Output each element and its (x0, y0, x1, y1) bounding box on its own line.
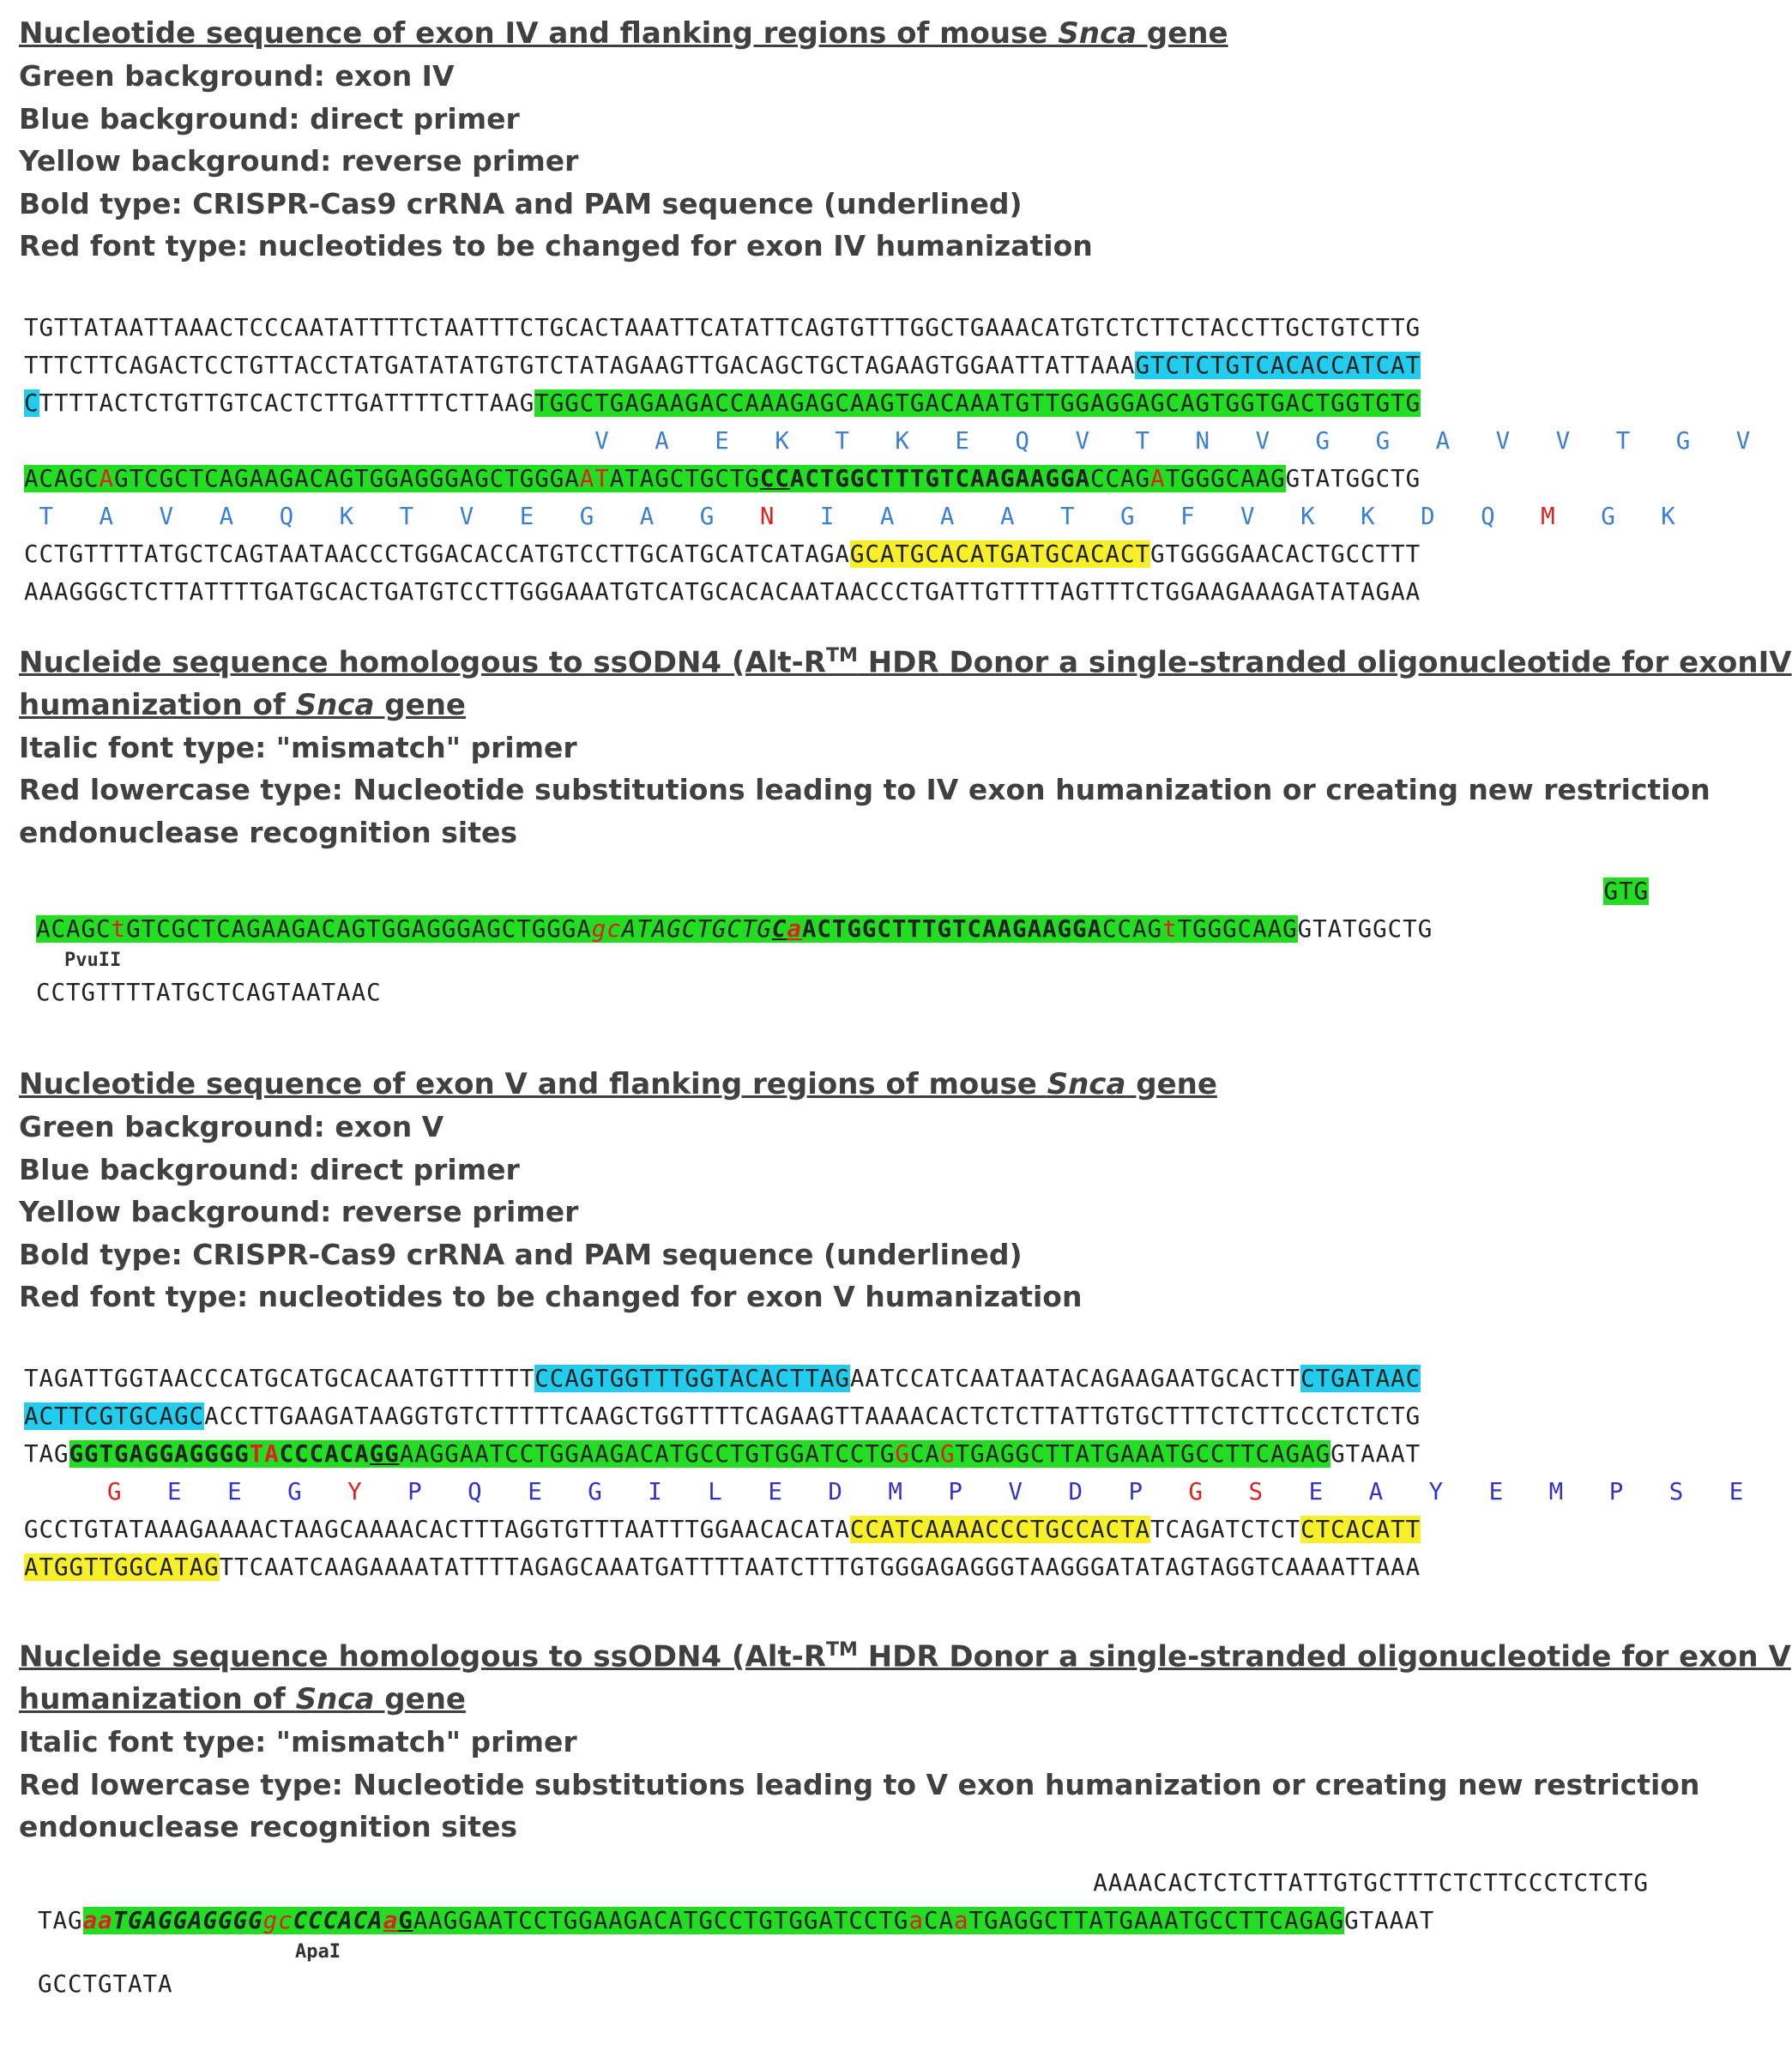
exon5-reverse-primer-2a: CTCACATT (1300, 1515, 1421, 1543)
odn5-legend-1: Red lowercase type: Nucleotide substitutions leading to V exon humanization or creating new restriction (19, 1767, 1700, 1801)
exon5-legend-4: Red font type: nucleotides to be changed for exon V humanization (19, 1280, 1083, 1314)
odn4-pam-c: C (771, 915, 787, 944)
seg: AAGGAATCCTGGAAGACATGCCTGTGGATCCTG (399, 1439, 896, 1468)
seg: AAGGAATCCTGGAAGACATGCCTGTGGATCCTG (413, 1906, 909, 1934)
exon4-exon-body (24, 465, 1286, 492)
aa-seg: I A A A T G F V K K D Q (775, 502, 1542, 530)
aa-seg: T A V A Q K T V E G A G (24, 502, 760, 530)
exon5-exon (69, 1440, 1331, 1468)
red-nt: a (908, 1906, 924, 1934)
exon4-legend-0: Green background: exon IV (19, 59, 455, 93)
title-seg: gene (374, 1682, 466, 1717)
seg: TTCAATCAAGAAAATATTTTAGAGCAAATGATTTTAATCTTTGTGGGAGAGGGTAAGGGATATAGTAGGTCAAAATTAAA (219, 1553, 1421, 1581)
odn5-section (19, 1629, 1791, 2003)
red-nt: A (99, 464, 115, 492)
odn5-legend-2: endonuclease recognition sites (19, 1810, 517, 1844)
title-gene: Snca (1047, 1067, 1126, 1102)
exon4-direct-primer-a: GTCTCTGTCACACCATCAT (1135, 351, 1421, 379)
seg: TGGGCAAG (1165, 464, 1286, 492)
title-gene: Snca (295, 687, 375, 722)
aa-red: M (1541, 502, 1556, 530)
seg: CCAG (1102, 915, 1163, 944)
title-seg: Nucleide sequence homologous to ssODN4 (Alt-R (19, 1639, 826, 1674)
exon4-reverse-primer: GCATGCACATGATGCACACT (849, 540, 1150, 568)
tm-mark: TM (825, 644, 858, 667)
odn4-legend-2: endonuclease recognition sites (19, 815, 517, 849)
mismatch-seg: ATAGCTGCTG (621, 915, 772, 944)
exon5-direct-primer-2a: CTGATAAC (1300, 1364, 1421, 1392)
exon4-crrna: ACTGGCTTTGTCAAGAAGGA (789, 464, 1091, 492)
exon4-title (19, 12, 1653, 55)
aa-red: G (77, 1477, 168, 1505)
exon5-direct-primer-1: CCAGTGGTTTGGTACACTTAG (534, 1364, 850, 1392)
exon5-crrna-2: CCCACA (279, 1439, 370, 1468)
title-seg: HDR Donor a single-stranded oligonucleotide for exonIV (857, 644, 1792, 679)
seg: TGAGGCTTATGAAATGCCTTCAGAG (955, 1439, 1331, 1468)
exon5-legend-2: Yellow background: reverse primer (19, 1195, 579, 1229)
exon4-legend-3: Bold type: CRISPR-Cas9 crRNA and PAM sequence (underlined) (19, 186, 1023, 220)
odn4-exon (36, 915, 1298, 943)
title-seg: Nucleotide sequence of exon V and flanking regions of mouse (19, 1067, 1047, 1102)
odn5-seq-line-3: GCCTGTATA (38, 1970, 173, 1998)
exon5-title (19, 1063, 1653, 1106)
odn4-title-line-2 (19, 684, 1653, 727)
odn5-pam-a: a (383, 1906, 399, 1934)
exon5-seq-line-2 (24, 1397, 1653, 1435)
exon5-legend-0: Green background: exon V (19, 1110, 444, 1144)
aa-seg: G K (1555, 502, 1676, 530)
exon4-seq-line-4-tail: GTATGGCTG (1285, 464, 1421, 492)
odn4-tail: GTATGGCTG (1297, 915, 1433, 944)
exon4-seq-line-1: TGTTATAATTAAACTCCCAATATTTTCTAATTTCTGCACTAAATTCATATTCAGTGTTTGGCTGAAACATGTCTCTTCTACCTTGCTGTCTTG (24, 313, 1421, 341)
aa-red: Y (347, 1477, 363, 1505)
red-nt: t (1162, 915, 1178, 944)
seg: ACCTTGAAGATAAGGTGTCTTTTTCAAGCTGGTTTTCAGAAGTTAAAACACTCTCTTATTGTGCTTTCTCTTCCCTCTCTG (204, 1402, 1421, 1430)
odn5-legend-0: Italic font type: "mismatch" primer (19, 1725, 577, 1759)
seg: CA (923, 1906, 954, 1934)
red-nt: G (895, 1439, 910, 1468)
odn5-exon (83, 1907, 1345, 1934)
exon4-aa-line-2 (24, 498, 1676, 535)
seg: ACAGC (24, 464, 100, 492)
seg: TAGATTGGTAACCCATGCATGCACAATGTTTTTT (24, 1364, 535, 1392)
odn5-seq-main (38, 1902, 1649, 1939)
exon4-seq-line-3 (24, 384, 1653, 422)
red-nt: AT (579, 464, 610, 492)
exon4-seq-line-5 (24, 535, 1653, 573)
exon5-crrna-1: GGTGAGGAGGGG (69, 1439, 250, 1468)
red-nt: gc (591, 915, 622, 944)
red-nt: a (953, 1906, 969, 1934)
red-nt: G (939, 1439, 956, 1468)
seg: GCCTGTATAAAGAAAACTAAGCAAAACACTTTAGGTGTTTAATTTGGAACACATA (24, 1515, 850, 1543)
exon5-seq-line-1 (24, 1360, 1653, 1397)
exon5-seq-line-4 (24, 1511, 1653, 1548)
tm-mark: TM (825, 1638, 858, 1661)
title-seg: humanization of (19, 687, 296, 722)
seg: ATAGCTGCTG (609, 464, 760, 492)
aa-seg: P Q E G I L E D M P V D P (362, 1477, 1189, 1505)
exon5-section (19, 1063, 1745, 1586)
page (19, 12, 1792, 2003)
odn4-title-line-1 (19, 635, 1792, 684)
seg: CCAG (1090, 464, 1151, 492)
exon5-reverse-primer-2b: ATGGTTGGCATAG (24, 1553, 220, 1581)
odn4-seq-main (36, 910, 1649, 948)
odn4-legend-1: Red lowercase type: Nucleotide substitutions leading to IV exon humanization or creating new restriction (19, 773, 1711, 807)
exon4-title-gene: Snca (1058, 16, 1137, 51)
odn4-seq-line-3: CCTGTTTTATGCTCAGTAATAAC (36, 979, 382, 1007)
seg: TCAGATCTCT (1150, 1515, 1301, 1543)
aa-seg (1204, 1478, 1249, 1505)
seg: AATCCATCAATAATACAGAAGAATGCACTT (849, 1364, 1301, 1392)
odn4-legend-0: Italic font type: "mismatch" primer (19, 730, 577, 764)
odn5-crrna-1: TGAGGAGGGG (112, 1906, 263, 1934)
seg: TGAGGCTTATGAAATGCCTTCAGAG (968, 1906, 1345, 1934)
seg: CCTGTTTTATGCTCAGTAATAACCCTGGACACCATGTCCTTGCATGCATCATAGA (24, 540, 850, 568)
odn4-seq-top (36, 872, 1649, 910)
exon4-title-text: Nucleotide sequence of exon IV and flanking regions of mouse (19, 16, 1059, 51)
exon4-aa-line-1: V A E K T K E Q V T N V G G A V V T G V (24, 426, 1752, 455)
odn4-crrna: ACTGGCTTTGTCAAGAAGGA (801, 915, 1103, 944)
odn4-enzyme-label: PvuII (64, 950, 122, 972)
red-nt: t (111, 915, 127, 944)
exon4-legend-2: Yellow background: reverse primer (19, 144, 579, 178)
exon4-seq-line-2 (24, 347, 1653, 384)
seg: TGGGCAAG (1177, 915, 1298, 944)
exon5-seq-line-3 (24, 1435, 1653, 1473)
title-gene: Snca (295, 1682, 375, 1717)
exon5-legend-3: Bold type: CRISPR-Cas9 crRNA and PAM sequence (underlined) (19, 1237, 1023, 1271)
seg: GTCGCTCAGAAGACAGTGGAGGGAGCTGGGA (126, 915, 592, 944)
title-seg: HDR Donor a single-stranded oligonucleotide for exon V (857, 1639, 1791, 1674)
seg: TAG (38, 1906, 83, 1934)
seg: GTGGGGAACACTGCCTTT (1150, 540, 1421, 568)
red-nt: aa (82, 1906, 113, 1934)
aa-seg: E A Y E M P S E (1264, 1477, 1745, 1505)
seg: ACAGC (36, 915, 112, 944)
exon4-pam: CC (759, 464, 790, 492)
seg: GTAAAT (1330, 1439, 1421, 1468)
exon5-pam: GG (369, 1439, 400, 1468)
exon4-title-suffix: gene (1137, 16, 1228, 51)
title-seg: gene (374, 687, 466, 722)
title-seg: Nucleide sequence homologous to ssODN4 (Alt-R (19, 644, 826, 679)
seg: CA (909, 1439, 940, 1468)
odn5-crrna-2: CCCACA (293, 1906, 383, 1934)
odn5-pam-g: G (398, 1906, 413, 1934)
seg: GTAAAT (1344, 1906, 1435, 1934)
odn5-seq-top: AAAACACTCTCTTATTGTGCTTTCTCTTCCCTCTCTG (1093, 1868, 1649, 1897)
aa-seg: E E G (167, 1477, 348, 1505)
exon4-exon-start: TGGCTGAGAAGACCAAAGAGCAAGTGACAAATGTTGGAGGAGCAGTGGTGACTGGTGTG (534, 389, 1421, 417)
odn5-title-line-1 (19, 1629, 1791, 1678)
exon4-legend-4: Red font type: nucleotides to be changed for exon IV humanization (19, 229, 1093, 262)
aa-red: S (1248, 1477, 1264, 1505)
exon5-reverse-primer-1: CCATCAAAACCCTGCCACTA (849, 1515, 1150, 1543)
exon5-direct-primer-2b: ACTTCGTGCAGC (24, 1402, 205, 1430)
exon4-seq-line-2-a: TTTCTTCAGACTCCTGTTACCTATGATATATGTGTCTATAGAAGTTGACAGCTGCTAGAAGTGGAATTATTAAA (24, 351, 1136, 379)
exon4-direct-primer-b: C (24, 389, 39, 417)
seg: TAG (24, 1439, 69, 1468)
aa-red: N (759, 502, 775, 530)
exon4-section (19, 12, 1752, 611)
title-seg: humanization of (19, 1682, 296, 1717)
odn4-section (19, 635, 1792, 1012)
aa-red: G (1188, 1477, 1204, 1505)
exon5-legend-1: Blue background: direct primer (19, 1152, 520, 1186)
odn5-enzyme-label: ApaI (295, 1940, 341, 1963)
title-seg: gene (1125, 1067, 1217, 1102)
exon5-seq-line-5 (24, 1548, 1653, 1586)
exon5-aa-line (24, 1473, 1745, 1511)
seg: GTCGCTCAGAAGACAGTGGAGGGAGCTGGGA (114, 464, 580, 492)
red-nt: gc (262, 1906, 293, 1934)
exon4-legend-1: Blue background: direct primer (19, 101, 520, 136)
red-nt: TA (249, 1439, 280, 1468)
odn4-pam-a: a (787, 915, 802, 944)
odn5-title-line-2 (19, 1678, 1653, 1721)
exon4-seq-line-4 (24, 460, 1653, 498)
red-nt: A (1150, 464, 1166, 492)
exon4-seq-line-6: AAAGGGCTCTTATTTTGATGCACTGATGTCCTTGGGAAATGTCATGCACACAATAACCCTGATTGTTTTAGTTTCTGGAAGAAAGATATAGAA (24, 577, 1421, 606)
exon4-seq-line-3-b: TTTTACTCTGTTGTCACTCTTGATTTTCTTAAG (39, 389, 535, 417)
odn4-top-green: GTG (1603, 878, 1649, 906)
